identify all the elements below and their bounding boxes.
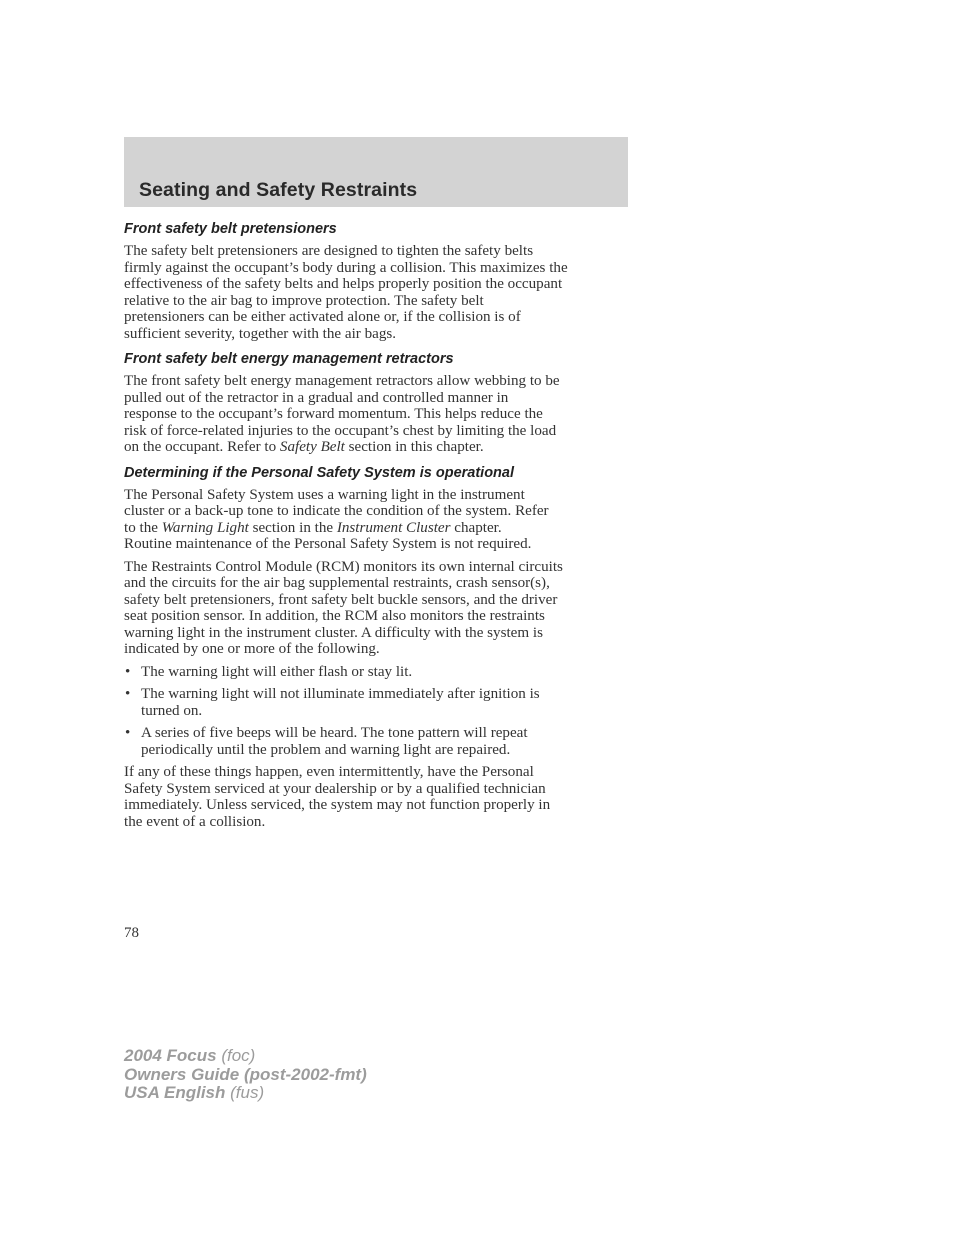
page-number: 78 bbox=[124, 925, 139, 941]
document-footer bbox=[124, 1047, 367, 1103]
paragraph-pss-warning: The Personal Safety System uses a warning light in the instrument cluster or a back-up tone to indicate the condition of the system. Refer to the Warning Light section in the Instrument Cluster chapter. Routine maintenance of the Personal Safety System is not required. bbox=[124, 486, 549, 552]
bullet-icon: • bbox=[125, 686, 131, 702]
safety-belt-reference: Safety Belt bbox=[279, 439, 345, 455]
page-content bbox=[124, 220, 630, 836]
paragraph-rcm: The Restraints Control Module (RCM) monitors its own internal circuits and the circuits for the air bag supplemental restraints, crash sensor(s), safety belt pretensioners, front safety belt buckle sensors, and the driver seat position sensor. In addition, the RCM also monitors the restraints warning light in the instrument cluster. A difficulty with the system is indicated by one or more of the following. bbox=[124, 558, 563, 657]
subheading-energy-retractors: Front safety belt energy management retractors bbox=[124, 351, 454, 367]
symptom-list bbox=[124, 664, 630, 759]
warning-light-reference: Warning Light bbox=[161, 519, 249, 536]
subheading-pretensioners: Front safety belt pretensioners bbox=[124, 221, 337, 237]
list-item: • The warning light will not illuminate immediately after ignition is turned on. bbox=[125, 686, 540, 719]
list-item: • A series of five beeps will be heard. The tone pattern will repeat periodically until the problem and warning light are repaired. bbox=[125, 725, 528, 758]
footer-line-language: USA English (fus) bbox=[124, 1083, 265, 1103]
subheading-pss-operational: Determining if the Personal Safety System is operational bbox=[124, 464, 514, 481]
paragraph-pretensioners: The safety belt pretensioners are designed to tighten the safety belts firmly against the occupant’s body during a collision. This maximizes the effectiveness of the safety belts and helps properly position the occupant relative to the air bag to improve protection. The safety belt pretensioners can be either activated alone or, if the collision is of sufficient severity, together with the air bags. bbox=[124, 243, 568, 342]
bullet-icon: • bbox=[125, 663, 131, 680]
paragraph-energy-retractors: The front safety belt energy management retractors allow webbing to be pulled out of the retractor in a gradual and controlled manner in response to the occupant’s forward momentum. This helps reduce the risk of force-related injuries to the occupant’s chest by limiting the load on the occupant. Refer to Safety Belt section in this chapter. bbox=[124, 373, 560, 455]
bullet-icon: • bbox=[125, 725, 131, 741]
paragraph-service-advice: If any of these things happen, even intermittently, have the Personal Safety System serviced at your dealership or by a qualified technician immediately. Unless serviced, the system may not function properly in the event of a collision. bbox=[124, 764, 551, 830]
section-title: Seating and Safety Restraints bbox=[139, 179, 418, 201]
footer-line-guide: Owners Guide (post-2002-fmt) bbox=[124, 1064, 367, 1084]
footer-line-model: 2004 Focus (foc) bbox=[124, 1046, 256, 1065]
section-header-band bbox=[124, 137, 628, 207]
list-item: • The warning light will either flash or stay lit. bbox=[125, 663, 413, 680]
instrument-cluster-reference: Instrument Cluster bbox=[336, 519, 451, 536]
